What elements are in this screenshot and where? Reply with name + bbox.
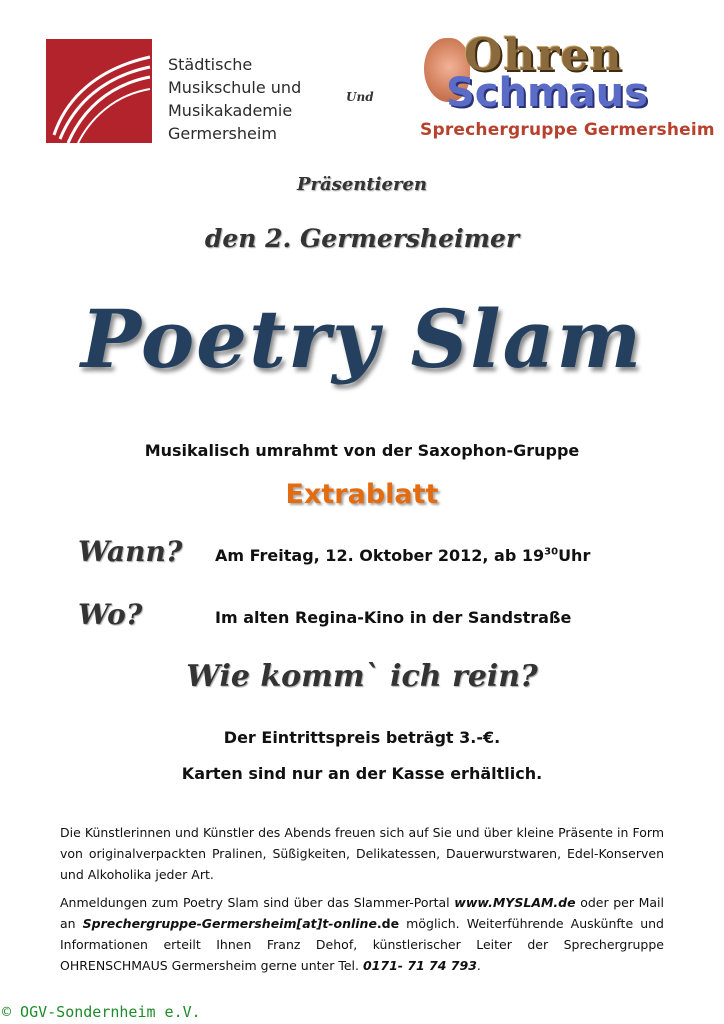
myslam-link[interactable]: www.MYSLAM.de	[454, 895, 576, 910]
registration-paragraph	[60, 892, 664, 976]
wo-text: Im alten Regina-Kino in der Sandstraße	[215, 608, 572, 627]
musikschule-logo-mark	[46, 39, 152, 143]
musikschule-logo-text	[168, 53, 301, 145]
para2-text: .	[476, 958, 481, 973]
para2-text: oder per Mail an	[60, 895, 664, 931]
musik-line: Musikalisch umrahmt von der Saxophon-Gruppe	[144, 441, 580, 460]
gift-paragraph: Die Künstlerinnen und Künstler des Abends freuen sich auf Sie und über kleine Präsente in Form von originalverpackten Pralinen, Süßigkeiten, Delikatessen, Dauerwurstwaren, Edel-Konserven und Alkoholika jeder Art.	[60, 825, 664, 882]
logo-line: Musikschule und	[168, 78, 302, 97]
mail-suffix: .de	[376, 916, 400, 931]
logo-line: Musikakademie	[168, 101, 293, 120]
ohrenschmaus-logo	[418, 30, 715, 142]
karten-text: Karten sind nur an der Kasse erhältlich.	[181, 764, 543, 783]
wie-heading: Wie komm` ich rein?	[186, 659, 538, 694]
ohren-word: Ohren	[464, 30, 623, 81]
event-subtitle: den 2. Germersheimer	[204, 224, 520, 253]
para2-text: Anmeldungen zum Poetry Slam sind über das Slammer-Portal	[60, 895, 455, 910]
wann-label: Wann?	[78, 535, 183, 568]
event-title: Poetry Slam	[80, 292, 644, 386]
wo-label: Wo?	[78, 598, 143, 631]
mail-address[interactable]: Sprechergruppe-Germersheim[at]t-online	[82, 916, 377, 931]
schmaus-word: Schmaus	[446, 70, 648, 116]
wann-text-sup: 30	[544, 546, 559, 558]
und-text: Und	[346, 90, 374, 104]
swoosh-icon	[46, 39, 152, 143]
preis-text: Der Eintrittspreis beträgt 3.-€.	[223, 728, 501, 747]
wann-text	[215, 546, 590, 565]
wann-text-suffix: Uhr	[558, 546, 591, 565]
logo-line: Städtische	[168, 55, 253, 74]
phone-number: 0171- 71 74 793	[362, 958, 477, 973]
band-name: Extrablatt	[285, 479, 439, 510]
praesentieren-heading: Präsentieren	[297, 174, 427, 195]
copyright-text: © OGV-Sondernheim e.V.	[2, 1003, 201, 1021]
logo-line: Germersheim	[168, 124, 277, 143]
ohrenschmaus-subtitle: Sprechergruppe Germersheim	[420, 120, 715, 140]
wann-text-main: Am Freitag, 12. Oktober 2012, ab 19	[215, 546, 545, 565]
para2-text: möglich. Weiterführende Auskünfte und Informationen erteilt Ihnen Franz Dehof, künstlerischer Leiter der Sprechergruppe OHRENSCHMAUS Germersheim gerne unter Tel.	[60, 916, 664, 973]
